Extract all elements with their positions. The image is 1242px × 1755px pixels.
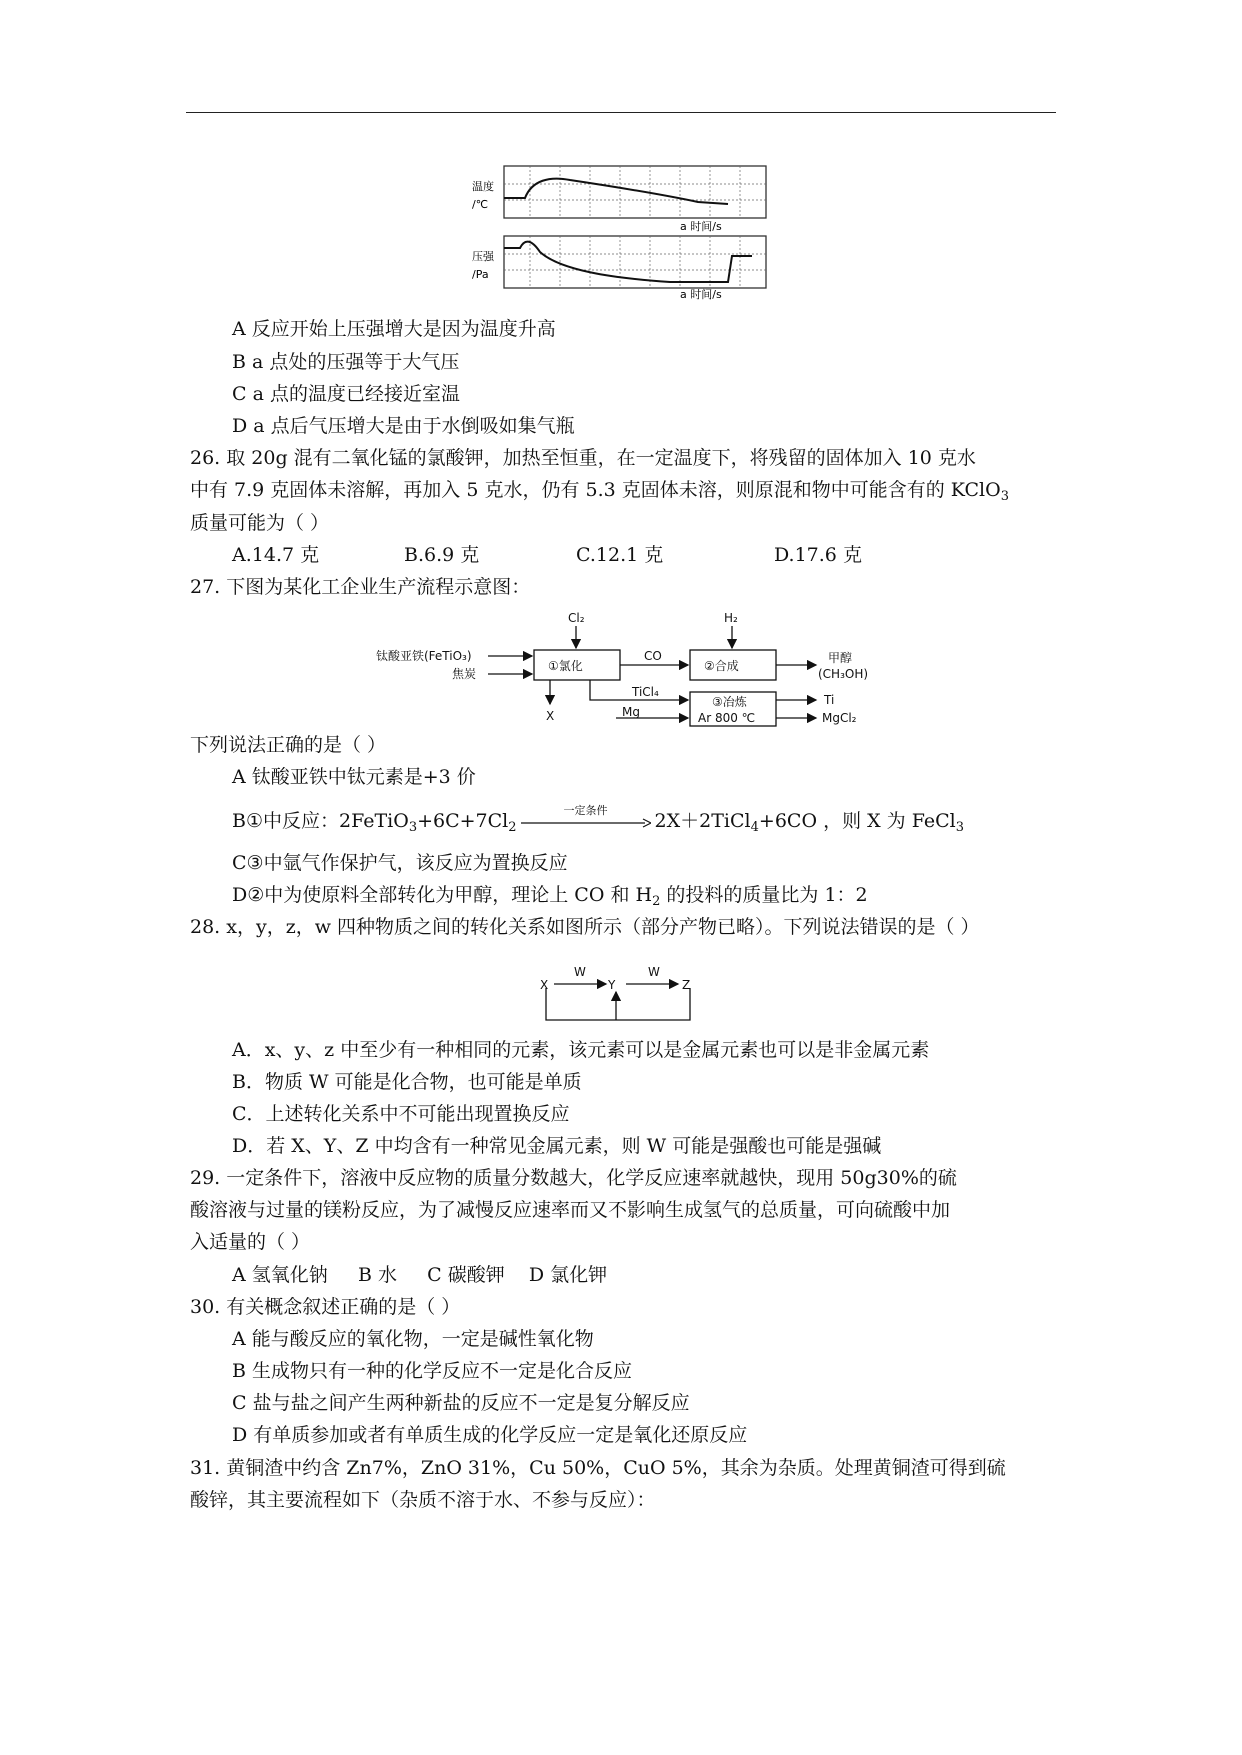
q27-option-a: A 钛酸亚铁中钛元素是+3 价 bbox=[232, 766, 476, 788]
q26-option-c: C.12.1 克 bbox=[576, 544, 664, 566]
temperature-label: 温度 bbox=[472, 180, 494, 193]
diagram-reagent-w1: W bbox=[574, 965, 586, 979]
q31-stem-line2: 酸锌，其主要流程如下（杂质不溶于水、不参与反应）： bbox=[190, 1489, 656, 1511]
q25-option-a: A 反应开始上压强增大是因为温度升高 bbox=[232, 318, 556, 340]
q30-option-c: C 盐与盐之间产生两种新盐的反应不一定是复分解反应 bbox=[232, 1392, 690, 1414]
q27-option-d: D②中为使原料全部转化为甲醇，理论上 CO 和 $H_2$ 的投料的质量比为 1：2 bbox=[232, 884, 868, 909]
reaction-condition-arrow: 一定条件 bbox=[521, 812, 651, 832]
temperature-pressure-graph bbox=[470, 160, 772, 300]
flow-product-methanol-formula: (CH₃OH) bbox=[818, 667, 869, 681]
flow-box-smelting: ③冶炼 bbox=[712, 695, 747, 709]
q29-stem-line1: 29. 一定条件下，溶液中反应物的质量分数越大，化学反应速率就越快，现用 50g30%的硫 bbox=[190, 1167, 957, 1189]
q26-stem-line1: 26. 取 20g 混有二氧化锰的氯酸钾，加热至恒重，在一定温度下，将残留的固体加入 10 克水 bbox=[190, 447, 976, 469]
flow-x: X bbox=[546, 709, 555, 723]
pressure-time-axis: a 时间/s bbox=[680, 288, 722, 300]
flow-box-synthesis: ②合成 bbox=[704, 659, 739, 673]
q26-stem-line2: 中有 7.9 克固体未溶解，再加入 5 克水，仍有 5.3 克固体未溶，则原混和物中可能含有的 KClO$_3$ bbox=[190, 479, 1009, 504]
flow-h2: H₂ bbox=[724, 611, 738, 625]
diagram-reagent-w2: W bbox=[648, 965, 660, 979]
q28-option-b: B．物质 W 可能是化合物，也可能是单质 bbox=[232, 1071, 582, 1093]
q27-prompt: 下列说法正确的是（ ） bbox=[190, 734, 387, 756]
q27-stem: 27. 下图为某化工企业生产流程示意图： bbox=[190, 576, 531, 598]
conversion-diagram bbox=[540, 954, 702, 1026]
flow-box-smelting-conditions: Ar 800 ℃ bbox=[698, 711, 756, 725]
q25-option-b: B a 点处的压强等于大气压 bbox=[232, 351, 460, 373]
flow-co: CO bbox=[644, 649, 662, 663]
q25-option-c: C a 点的温度已经接近室温 bbox=[232, 383, 460, 405]
diagram-node-y: Y bbox=[608, 978, 616, 992]
q26-option-a: A.14.7 克 bbox=[232, 544, 320, 566]
flow-cl2: Cl₂ bbox=[568, 611, 585, 625]
q29-stem-line2: 酸溶液与过量的镁粉反应，为了减慢反应速率而又不影响生成氢气的总质量，可向硫酸中加 bbox=[190, 1199, 951, 1221]
q28-option-c: C．上述转化关系中不可能出现置换反应 bbox=[232, 1103, 570, 1125]
q27-option-c: C③中氩气作保护气，该反应为置换反应 bbox=[232, 852, 568, 874]
flow-ticl4: TiCl₄ bbox=[632, 685, 659, 699]
flow-product-mgcl2: MgCl₂ bbox=[822, 711, 857, 725]
q28-option-d: D．若 X、Y、Z 中均含有一种常见金属元素，则 W 可能是强酸也可能是强碱 bbox=[232, 1135, 882, 1157]
flow-input-ilmenite: 钛酸亚铁(FeTiO₃) bbox=[376, 649, 472, 663]
pressure-unit: /Pa bbox=[472, 268, 489, 281]
q30-option-d: D 有单质参加或者有单质生成的化学反应一定是氧化还原反应 bbox=[232, 1424, 748, 1446]
flow-input-coke: 焦炭 bbox=[452, 667, 477, 681]
q29-options: A 氢氧化钠 B 水 C 碳酸钾 D 氯化钾 bbox=[232, 1264, 608, 1286]
flow-mg: Mg bbox=[622, 705, 640, 719]
q28-stem: 28. x，y，z，w 四种物质之间的转化关系如图所示（部分产物已略）。下列说法错误的是（ ） bbox=[190, 916, 980, 938]
diagram-node-x: X bbox=[540, 978, 549, 992]
flow-product-ti: Ti bbox=[824, 693, 835, 707]
temperature-unit: /℃ bbox=[472, 198, 489, 211]
flow-product-methanol: 甲醇 bbox=[828, 651, 853, 665]
q25-option-d: D a 点后气压增大是由于水倒吸如集气瓶 bbox=[232, 415, 575, 437]
production-flow-diagram bbox=[376, 608, 870, 728]
q27-option-b: B①中反应：$2FeTiO_3+6C+7Cl_2$ 一定条件 2X＋2TiCl$_4$+6CO ，则 X 为 FeCl$_3$ bbox=[232, 804, 964, 835]
q26-option-d: D.17.6 克 bbox=[774, 544, 862, 566]
q30-option-b: B 生成物只有一种的化学反应不一定是化合反应 bbox=[232, 1360, 633, 1382]
q30-option-a: A 能与酸反应的氧化物，一定是碱性氧化物 bbox=[232, 1328, 594, 1350]
q26-options bbox=[232, 542, 862, 568]
pressure-label: 压强 bbox=[472, 250, 494, 263]
temperature-time-axis: a 时间/s bbox=[680, 220, 722, 233]
q26-stem-line3: 质量可能为（ ） bbox=[190, 512, 330, 534]
header-rule bbox=[186, 112, 1056, 113]
q29-stem-line3: 入适量的（ ） bbox=[190, 1231, 311, 1253]
q28-option-a: A．x、y、z 中至少有一种相同的元素，该元素可以是金属元素也可以是非金属元素 bbox=[232, 1039, 930, 1061]
q31-stem-line1: 31. 黄铜渣中约含 Zn7%，ZnO 31%，Cu 50%，CuO 5%，其余为杂质。处理黄铜渣可得到硫 bbox=[190, 1457, 1006, 1479]
q26-option-b: B.6.9 克 bbox=[404, 544, 480, 566]
flow-box-chlorination: ①氯化 bbox=[548, 659, 583, 673]
q30-stem: 30. 有关概念叙述正确的是（ ） bbox=[190, 1296, 461, 1318]
diagram-node-z: Z bbox=[682, 978, 691, 992]
